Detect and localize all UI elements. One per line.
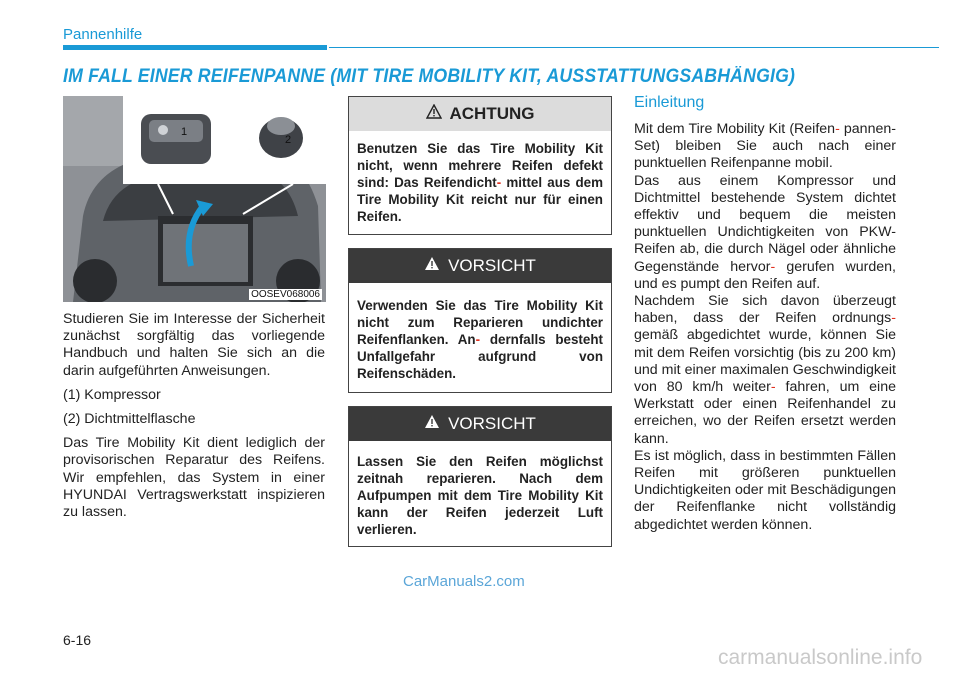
vorsicht1-text-a: Verwenden Sie das Tire Mobility Kit nicht zum Reparieren undichter Reifenflanken. An [357, 298, 603, 347]
hyphen: - [496, 175, 502, 190]
header-rule-thick [63, 45, 327, 50]
p3-c: fahren, um eine Werkstatt oder einen Reifenhandel zu erreichen, wo der Reifen ersetzt werden kann. [634, 379, 896, 447]
p2-b: gerufen wurden, und es pumpt den Reifen auf. [634, 258, 896, 292]
achtung-box [348, 96, 612, 235]
p3-b: gemäß abgedichtet wurde, können Sie mit dem Reifen vorsichtig (bis zu 200 km) und mit einer maximalen Geschwindigkeit von 80 km/h weiter [634, 327, 896, 396]
callout-2: 2 [285, 134, 292, 146]
warning-triangle-icon [424, 414, 440, 434]
vorsicht1-text-b: dernfalls besteht Unfallgefahr aufgrund von Reifenschäden. [357, 332, 603, 381]
achtung-text [349, 131, 611, 237]
achtung-text-a: Benutzen Sie das Tire Mobility Kit nicht, wenn mehrere Reifen defekt sind: Das Reifendicht [357, 141, 603, 190]
einleitung-p4: Es ist möglich, dass in bestimmten Fällen Reifen mit größeren punktuellen Undichtigkeiten oder mit Beschädigungen der Reifenflanke nicht vollständig abgedichtet werden können. [634, 447, 896, 533]
hyphen: - [891, 310, 896, 327]
vorsicht-title-1: VORSICHT [448, 256, 536, 275]
einleitung-p1 [634, 121, 896, 173]
einleitung-p2 [634, 173, 896, 293]
p3-a: Nachdem Sie sich davon überzeugt haben, dass der Reifen ordnungs [634, 293, 896, 327]
section-label: Pannenhilfe [63, 26, 143, 43]
right-column [634, 121, 896, 534]
vorsicht-text-2: Lassen Sie den Reifen möglichst zeitnah reparieren. Nach dem Aufpumpen mit dem Tire Mobility Kit kann der Reifen jederzeit Luft verlieren. [357, 454, 603, 537]
warning-triangle-icon [426, 104, 442, 124]
figure-code: OOSEV068006 [251, 289, 320, 300]
p2-a: Das aus einem Kompressor und Dichtmittel bestehende System dichtet effektiv und bequem die meisten punktuellen Undichtigkeiten von PKW-Reifen ab, die durch Nägel oder ähnliche Gegenstände hervor [634, 172, 896, 275]
car-trunk-drawing [63, 96, 326, 302]
achtung-header [349, 97, 611, 131]
footer-watermark: carmanualsonline.info [718, 646, 923, 669]
vorsicht-text-1 [349, 283, 611, 394]
p1-b: pannen-Set) bleiben Sie auch nach einer punktuellen Reifenpanne mobil. [634, 121, 896, 172]
hyphen: - [475, 332, 481, 347]
intro-paragraph: Studieren Sie im Interesse der Sicherheit zunächst sorgfältig das vorliegende Handbuch und halten Sie sich an die darin aufgeführten Anweisungen. [63, 311, 325, 379]
left-column [63, 311, 325, 528]
vorsicht-header-1 [349, 249, 611, 283]
vorsicht-title-2: VORSICHT [448, 414, 536, 433]
callout-1: 1 [181, 126, 188, 138]
achtung-text-b: mittel aus dem Tire Mobility Kit reicht nur für einen Reifen. [357, 175, 604, 224]
vorsicht-box-2 [348, 406, 612, 547]
page-number: 6-16 [63, 632, 92, 648]
header-rule-thin [329, 47, 939, 48]
warning-triangle-icon [424, 256, 440, 276]
repair-note-paragraph: Das Tire Mobility Kit dient lediglich der provisorischen Reparatur des Reifens. Wir empfehlen, das System in einer HYUNDAI Vertragswerkstatt inspizieren zu lassen. [63, 435, 325, 521]
vorsicht-box-1 [348, 248, 612, 393]
vorsicht-header-2 [349, 407, 611, 441]
list-item-sealant: (2) Dichtmittelflasche [63, 411, 196, 428]
tire-mobility-kit-illustration [63, 96, 326, 302]
section-subheading: Einleitung [634, 94, 705, 111]
watermark-link[interactable]: CarManuals2.com [403, 573, 525, 590]
page-title: IM FALL EINER REIFENPANNE (MIT TIRE MOBILITY KIT, AUSSTATTUNGSABHÄNGIG) [63, 66, 796, 87]
einleitung-p3 [634, 293, 896, 448]
list-item-compressor: (1) Kompressor [63, 386, 161, 403]
achtung-title: ACHTUNG [449, 104, 535, 123]
hyphen: - [770, 379, 776, 396]
hyphen: - [770, 258, 776, 275]
p1-a: Mit dem Tire Mobility Kit (Reifen [634, 121, 836, 137]
hyphen: - [835, 121, 840, 137]
